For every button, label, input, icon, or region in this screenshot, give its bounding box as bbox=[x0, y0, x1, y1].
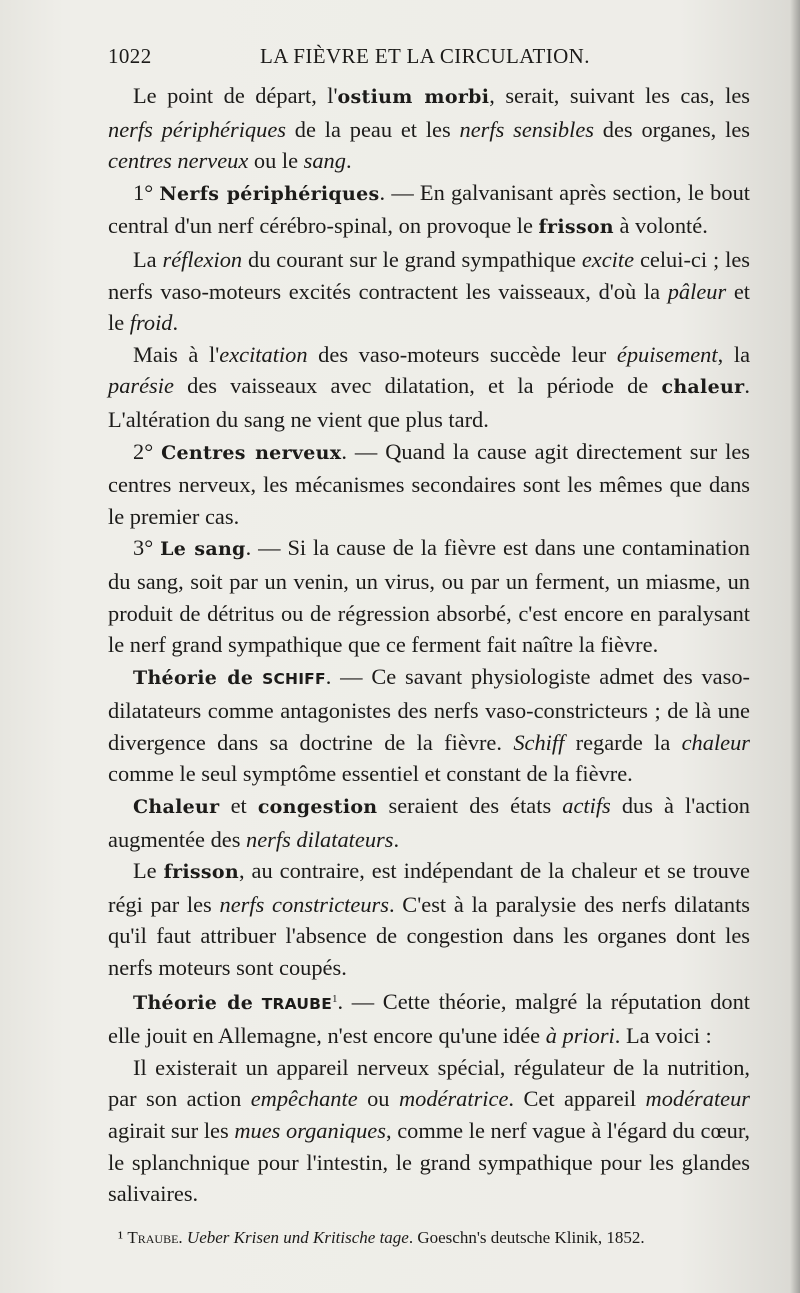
paragraph-centres-nerveux bbox=[108, 436, 750, 533]
italic-term: chaleur bbox=[681, 729, 751, 755]
text: 1° bbox=[133, 179, 160, 205]
main-text bbox=[108, 80, 750, 1210]
text: . C'est à la paralysie des nerfs dilatants qu'il faut attribuer l'absence de congestion dans les organes dont les nerfs moteurs sont coupés. bbox=[108, 891, 750, 981]
footnote-ref[interactable]: 1 bbox=[331, 992, 338, 1005]
paragraph-theorie-traube bbox=[108, 984, 750, 1052]
text: seraient des états bbox=[377, 793, 563, 819]
running-title: LA FIÈVRE ET LA CIRCULATION. bbox=[260, 44, 590, 68]
text: des organes, les bbox=[593, 116, 750, 142]
text: 2° bbox=[133, 438, 162, 464]
text: . — Si la cause de la fièvre est dans une contamination du sang, soit par un venin, un virus, ou par un ferment, un miasme, un produit de détritus ou de régression absorbé, c'est encore en paralysant le nerf grand sympathique que ce ferment fait naître la fièvre. bbox=[108, 535, 751, 658]
text: . L'altération du sang ne vient que plus tard. bbox=[108, 373, 750, 432]
italic-term: excitation bbox=[219, 341, 308, 367]
text: celui-ci ; les nerfs vaso-moteurs excités contractent les vaisseaux, d'où la bbox=[108, 246, 750, 304]
text: Il existerait un appareil nerveux spécial, régulateur de la nutrition, par son action bbox=[108, 1054, 750, 1112]
text: ou bbox=[357, 1086, 399, 1112]
text: . — En galvanisant après section, le bout central d'un nerf cérébro-spinal, on provoque le bbox=[108, 179, 750, 239]
bold-term: chaleur bbox=[661, 376, 745, 399]
paragraph-excitation bbox=[108, 339, 750, 436]
paragraph-chaleur-congestion bbox=[108, 790, 750, 855]
italic-term: Schiff bbox=[513, 729, 565, 755]
footnote-marker: ¹ bbox=[118, 1228, 124, 1247]
footnote-title: Ueber Krisen und Kritische tage bbox=[186, 1228, 409, 1247]
bold-term: congestion bbox=[257, 796, 378, 819]
paragraph-le-sang bbox=[108, 532, 750, 660]
italic-term: à priori bbox=[545, 1023, 615, 1049]
text: comme le seul symptôme essentiel et constant de la fièvre. bbox=[108, 761, 633, 787]
italic-term: nerfs périphériques bbox=[108, 116, 286, 142]
paragraph-reflexion bbox=[108, 244, 750, 339]
text: . — Quand la cause agit directement sur les centres nerveux, les mécanismes secondaires sont les mêmes que dans le premier cas. bbox=[108, 438, 750, 529]
italic-term: modérateur bbox=[645, 1086, 751, 1112]
text: du courant sur le grand sympathique bbox=[242, 246, 582, 272]
paragraph-ostium bbox=[108, 80, 750, 177]
paragraph-appareil-nerveux bbox=[108, 1052, 750, 1210]
text: de la peau et les bbox=[285, 116, 460, 142]
italic-term: nerfs sensibles bbox=[459, 116, 594, 142]
text: des vaso-moteurs succède leur bbox=[307, 341, 617, 367]
theory-heading: Théorie de bbox=[133, 991, 254, 1014]
italic-term: pâleur bbox=[667, 278, 727, 304]
text: . bbox=[178, 1228, 187, 1247]
footnote-author: Traube bbox=[127, 1228, 179, 1247]
italic-term: actifs bbox=[562, 793, 611, 819]
paragraph-theorie-schiff bbox=[108, 661, 750, 790]
text: Mais à l' bbox=[133, 341, 220, 367]
text: La bbox=[133, 246, 163, 272]
page-number: 1022 bbox=[108, 44, 152, 68]
italic-term: empêchante bbox=[250, 1086, 358, 1112]
italic-term: réflexion bbox=[162, 246, 243, 272]
text: . bbox=[345, 148, 352, 174]
text: . bbox=[393, 826, 400, 852]
text: et le bbox=[108, 278, 751, 336]
author-name: SCHIFF bbox=[262, 669, 326, 688]
text: Le bbox=[133, 858, 164, 884]
italic-term: froid bbox=[129, 310, 173, 336]
text: 3° bbox=[133, 535, 161, 561]
text: dus à l'action augmentée des bbox=[108, 793, 751, 852]
italic-term: nerfs dilatateurs bbox=[246, 826, 394, 852]
text: Le point de départ, l' bbox=[133, 83, 338, 108]
bold-term: ostium morbi bbox=[337, 86, 490, 108]
bold-term: Chaleur bbox=[133, 796, 220, 819]
bold-term: frisson bbox=[538, 216, 614, 239]
footnote bbox=[118, 1226, 748, 1250]
text: , comme le nerf vague à l'égard du cœur, le splanchnique pour l'intestin, le grand sympathique pour les glandes salivaires. bbox=[108, 1118, 751, 1207]
text: agirait sur les bbox=[108, 1118, 235, 1143]
italic-term: épuisement bbox=[616, 341, 718, 367]
text: , la bbox=[717, 341, 751, 367]
text: . bbox=[172, 310, 179, 336]
text: , au contraire, est indépendant de la chaleur et se trouve régi par les bbox=[108, 858, 750, 917]
text: à volonté. bbox=[613, 213, 708, 239]
section-heading: Centres nerveux bbox=[161, 441, 342, 464]
text: . — Ce savant physiologiste admet des vaso-dilatateurs comme antagonistes des nerfs vaso-constricteurs ; de là une divergence dans sa doctrine de la fièvre. bbox=[108, 663, 750, 755]
section-heading: Nerfs périphériques bbox=[159, 182, 380, 205]
text: et bbox=[219, 793, 258, 819]
italic-term: sang bbox=[303, 148, 346, 174]
theory-heading: Théorie de bbox=[133, 666, 254, 689]
paragraph-nerfs-peripheriques bbox=[108, 177, 750, 244]
text: regarde la bbox=[564, 729, 682, 755]
italic-term: mues organiques bbox=[234, 1118, 386, 1143]
italic-term: modératrice bbox=[398, 1086, 509, 1112]
page-header bbox=[108, 44, 748, 78]
text: . Cet appareil bbox=[508, 1086, 646, 1112]
italic-term: excite bbox=[581, 246, 635, 272]
text: ou le bbox=[248, 148, 304, 174]
text: . — Cette théorie, malgré la réputation dont elle jouit en Allemagne, n'est encore qu'une idée bbox=[108, 988, 751, 1049]
text: , serait, suivant les cas, les bbox=[489, 83, 750, 108]
bold-term: frisson bbox=[163, 861, 239, 884]
text: . La voici : bbox=[614, 1023, 712, 1049]
page-edge-shadow bbox=[790, 0, 800, 1293]
section-heading: Le sang bbox=[160, 538, 246, 561]
italic-term: parésie bbox=[108, 373, 174, 399]
paragraph-frisson bbox=[108, 855, 750, 983]
author-name: TRAUBE bbox=[261, 994, 332, 1013]
italic-term: centres nerveux bbox=[108, 148, 249, 174]
italic-term: nerfs constricteurs bbox=[219, 891, 389, 917]
text: . Goeschn's deutsche Klinik, 1852. bbox=[408, 1228, 645, 1247]
text: des vaisseaux avec dilatation, et la période de bbox=[173, 373, 662, 399]
